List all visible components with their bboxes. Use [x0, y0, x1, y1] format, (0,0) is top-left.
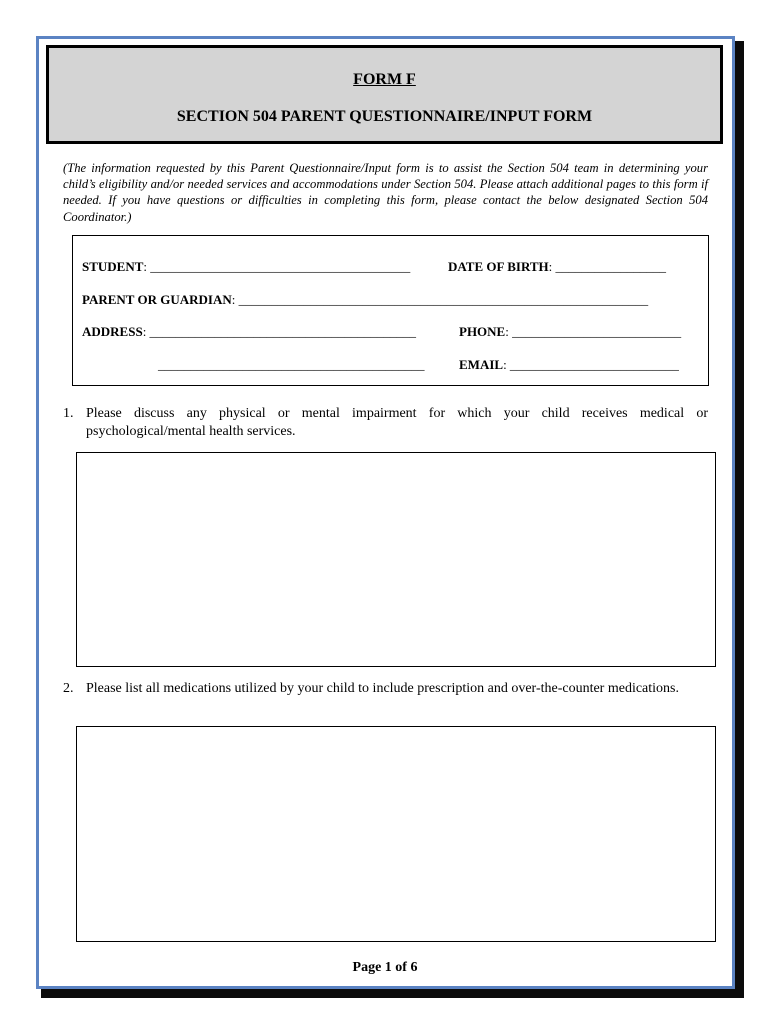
intro-paragraph: (The information requested by this Parent Questionnaire/Input form is to assist the Section 504 team in determining your child’s eligibility and/or needed services and accommodations under Section 504. Please attach additional pages to this form if needed. If you have questions or difficulties in completing this form, please contact the below designated Section 504 Coordinator.) [63, 161, 708, 224]
phone-label: PHONE [459, 324, 506, 339]
answer-box-1[interactable] [76, 452, 716, 667]
form-header [46, 45, 723, 144]
phone-field[interactable] [459, 324, 681, 340]
student-field[interactable] [82, 259, 410, 275]
parent-label: PARENT OR GUARDIAN [82, 292, 232, 307]
email-blank[interactable]: : __________________________ [503, 357, 679, 372]
email-field[interactable] [459, 357, 679, 373]
dob-blank[interactable]: : _________________ [548, 259, 667, 274]
address-line2-blank[interactable]: _________________________________________ [158, 357, 425, 372]
parent-blank[interactable]: : _______________________________________________________________ [231, 292, 649, 307]
address-field[interactable] [82, 324, 416, 340]
address-line2-field[interactable] [158, 357, 425, 373]
question-2 [63, 680, 708, 698]
dob-label: DATE OF BIRTH [448, 259, 549, 274]
email-label: EMAIL [459, 357, 504, 372]
parent-field[interactable] [82, 292, 648, 308]
dob-field[interactable] [448, 259, 666, 275]
question-number: 1. [63, 406, 74, 421]
address-blank[interactable]: : _________________________________________ [142, 324, 417, 339]
address-label: ADDRESS [82, 324, 143, 339]
question-1 [63, 405, 708, 441]
question-number: 2. [63, 681, 74, 696]
student-blank[interactable]: : ________________________________________ [143, 259, 411, 274]
form-subtitle: SECTION 504 PARENT QUESTIONNAIRE/INPUT FORM [176, 108, 593, 125]
phone-blank[interactable]: : __________________________ [505, 324, 682, 339]
question-text: Please list all medications utilized by your child to include prescription and over-the-counter medications. [86, 681, 679, 696]
question-text: Please discuss any physical or mental impairment for which your child receives medical or psychological/mental health services. [86, 406, 708, 439]
student-label: STUDENT [82, 259, 144, 274]
page-number: Page 1 of 6 [352, 960, 418, 975]
form-title: FORM F [353, 71, 416, 88]
answer-box-2[interactable] [76, 726, 716, 942]
